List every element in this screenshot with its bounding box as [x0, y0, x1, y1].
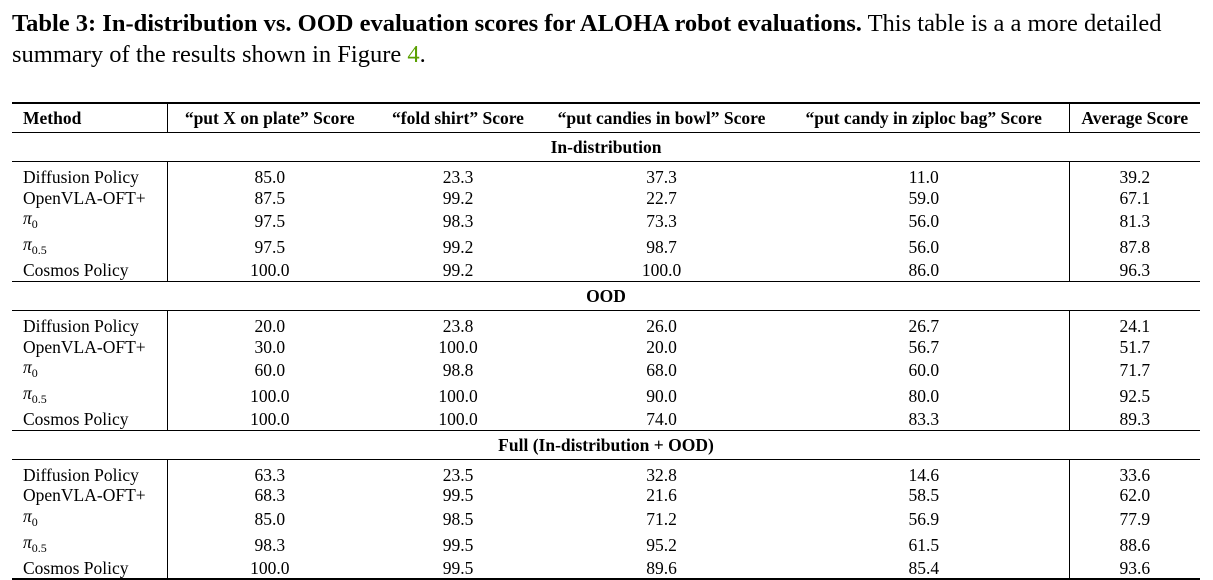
table-row: [12, 188, 1200, 209]
score-cell: 99.2: [442, 260, 474, 281]
score-cell: 39.2: [1119, 167, 1151, 188]
score-cell: 22.7: [646, 187, 677, 208]
header-put-candies-in-bowl: “put candies in bowl” Score: [557, 108, 766, 128]
score-cell: 99.5: [442, 558, 474, 579]
score-cell: 90.0: [646, 385, 677, 406]
method-name: Cosmos Policy: [23, 409, 129, 430]
section-header-row: [12, 430, 1200, 459]
score-cell: 100.0: [250, 260, 290, 281]
score-cell: 100.0: [250, 409, 290, 430]
method-name: π: [23, 531, 32, 552]
method-cell: [12, 383, 167, 409]
score-cell: 93.6: [1119, 558, 1151, 579]
table-row: [12, 208, 1200, 234]
score-cell: 83.3: [779, 409, 1069, 430]
score-cell: 87.5: [254, 187, 286, 208]
score-cell: 80.0: [779, 383, 1069, 409]
method-cell: [12, 459, 167, 485]
table-row: [12, 558, 1200, 580]
table-row: [12, 383, 1200, 409]
method-subscript: 0.5: [31, 540, 47, 555]
score-cell: 56.9: [779, 506, 1069, 532]
section-title: OOD: [12, 281, 1200, 310]
score-cell: 26.0: [646, 316, 677, 337]
method-cell: [12, 310, 167, 336]
method-subscript: 0.5: [31, 391, 47, 406]
score-cell: 67.1: [1119, 187, 1151, 208]
method-cell: [12, 260, 167, 281]
score-cell: 100.0: [250, 385, 290, 406]
score-cell: 68.3: [254, 485, 286, 506]
section-header-row: [12, 133, 1200, 162]
score-cell: 56.7: [779, 336, 1069, 357]
method-cell: [12, 532, 167, 558]
score-cell: 20.0: [646, 336, 677, 357]
score-cell: 98.3: [254, 534, 286, 555]
method-subscript: 0: [31, 217, 38, 232]
method-name: Diffusion Policy: [23, 316, 139, 337]
method-name: Cosmos Policy: [23, 260, 129, 281]
score-cell: 99.2: [442, 187, 474, 208]
method-subscript: 0: [31, 514, 38, 529]
score-cell: 59.0: [779, 188, 1069, 209]
table-caption: [12, 8, 1202, 70]
table-row: [12, 459, 1200, 485]
method-cell: [12, 506, 167, 532]
score-cell: 71.2: [646, 508, 677, 529]
method-name: OpenVLA-OFT+: [23, 336, 146, 357]
score-cell: 97.5: [254, 237, 286, 258]
method-cell: [12, 409, 167, 430]
score-cell: 26.7: [779, 310, 1069, 336]
method-cell: [12, 558, 167, 580]
header-method: Method: [12, 103, 167, 133]
score-cell: 68.0: [646, 359, 677, 380]
caption-end: .: [419, 41, 426, 68]
score-cell: 37.3: [646, 167, 677, 188]
method-subscript: 0: [31, 365, 38, 380]
score-cell: 100.0: [438, 336, 478, 357]
score-cell: 21.6: [646, 485, 677, 506]
table-row: [12, 409, 1200, 430]
table-row: [12, 260, 1200, 281]
score-cell: 74.0: [646, 409, 677, 430]
method-cell: [12, 234, 167, 260]
figure-reference-link[interactable]: 4: [407, 41, 420, 68]
method-subscript: 0.5: [31, 243, 47, 258]
score-cell: 58.5: [779, 485, 1069, 506]
method-name: π: [23, 505, 32, 526]
method-cell: [12, 485, 167, 506]
score-cell: 11.0: [779, 162, 1069, 188]
score-cell: 23.5: [442, 464, 474, 485]
table-row: [12, 336, 1200, 357]
score-cell: 60.0: [254, 359, 286, 380]
method-name: π: [23, 382, 32, 403]
score-cell: 85.4: [779, 558, 1069, 580]
score-cell: 100.0: [250, 558, 290, 579]
method-name: π: [23, 208, 32, 229]
method-name: OpenVLA-OFT+: [23, 187, 146, 208]
table-row: [12, 532, 1200, 558]
score-cell: 98.5: [442, 508, 474, 529]
score-cell: 23.8: [442, 316, 474, 337]
score-cell: 62.0: [1119, 485, 1151, 506]
score-cell: 96.3: [1119, 260, 1151, 281]
method-name: π: [23, 356, 32, 377]
table-row: [12, 357, 1200, 383]
score-cell: 99.2: [442, 237, 474, 258]
score-cell: 61.5: [779, 532, 1069, 558]
score-cell: 98.3: [442, 211, 474, 232]
score-cell: 32.8: [646, 464, 677, 485]
method-name: Diffusion Policy: [23, 464, 139, 485]
header-average-score: Average Score: [1081, 108, 1189, 128]
method-cell: [12, 188, 167, 209]
score-cell: 99.5: [442, 485, 474, 506]
section-title: Full (In-distribution + OOD): [12, 430, 1200, 459]
method-cell: [12, 162, 167, 188]
score-cell: 30.0: [254, 336, 286, 357]
table-row: [12, 506, 1200, 532]
score-cell: 56.0: [779, 208, 1069, 234]
score-cell: 100.0: [438, 409, 478, 430]
method-cell: [12, 336, 167, 357]
table-header: [12, 103, 1200, 133]
score-cell: 77.9: [1119, 508, 1151, 529]
section-header-row: [12, 281, 1200, 310]
section-title: In-distribution: [12, 133, 1200, 162]
table-body: [12, 133, 1200, 580]
header-fold-shirt: “fold shirt” Score: [392, 108, 524, 128]
score-cell: 88.6: [1119, 534, 1151, 555]
score-cell: 98.7: [646, 237, 677, 258]
score-cell: 100.0: [438, 385, 478, 406]
score-cell: 89.6: [646, 558, 677, 579]
score-cell: 60.0: [779, 357, 1069, 383]
score-cell: 33.6: [1119, 464, 1151, 485]
method-name: OpenVLA-OFT+: [23, 485, 146, 506]
score-cell: 85.0: [254, 167, 286, 188]
header-put-x-on-plate: “put X on plate” Score: [184, 108, 355, 128]
table-row: [12, 310, 1200, 336]
score-cell: 71.7: [1119, 359, 1151, 380]
score-cell: 51.7: [1119, 336, 1151, 357]
header-put-candy-in-ziploc-bag: “put candy in ziploc bag” Score: [779, 103, 1069, 133]
score-cell: 87.8: [1119, 237, 1151, 258]
score-cell: 95.2: [646, 534, 677, 555]
method-cell: [12, 357, 167, 383]
score-cell: 100.0: [641, 260, 682, 281]
score-cell: 20.0: [254, 316, 286, 337]
score-cell: 24.1: [1119, 316, 1151, 337]
score-cell: 85.0: [254, 508, 286, 529]
method-name: Diffusion Policy: [23, 167, 139, 188]
results-table: [12, 102, 1200, 580]
method-name: Cosmos Policy: [23, 558, 129, 579]
score-cell: 56.0: [779, 234, 1069, 260]
score-cell: 92.5: [1119, 385, 1151, 406]
score-cell: 99.5: [442, 534, 474, 555]
method-name: π: [23, 234, 32, 255]
table-row: [12, 485, 1200, 506]
method-cell: [12, 208, 167, 234]
score-cell: 86.0: [779, 260, 1069, 281]
score-cell: 63.3: [254, 464, 286, 485]
caption-label: Table 3: In-distribution vs. OOD evaluation scores for ALOHA robot evaluations.: [12, 10, 862, 37]
score-cell: 97.5: [254, 211, 286, 232]
caption-text: This table is a a more detailed summary of the results shown in Figure: [12, 10, 1162, 68]
table-row: [12, 234, 1200, 260]
score-cell: 98.8: [442, 359, 474, 380]
score-cell: 81.3: [1119, 211, 1151, 232]
score-cell: 23.3: [442, 167, 474, 188]
score-cell: 14.6: [779, 459, 1069, 485]
score-cell: 89.3: [1119, 409, 1151, 430]
table-row: [12, 162, 1200, 188]
score-cell: 73.3: [646, 211, 677, 232]
